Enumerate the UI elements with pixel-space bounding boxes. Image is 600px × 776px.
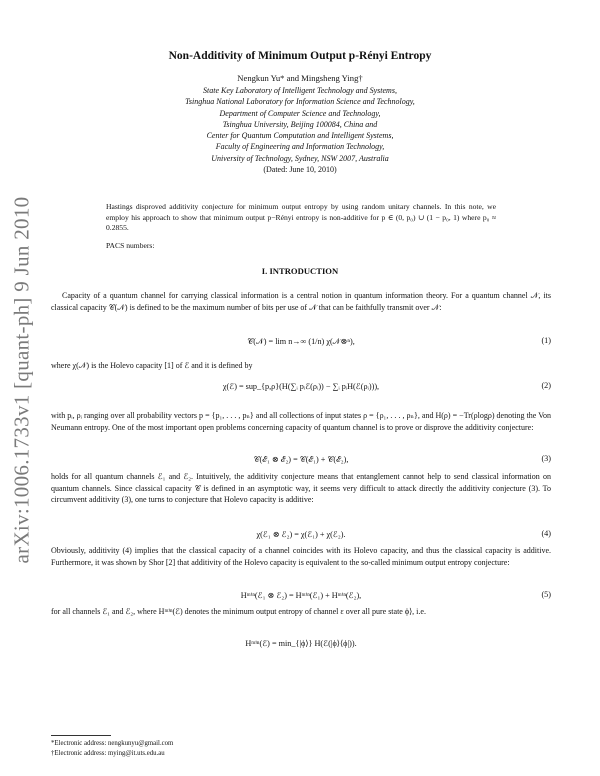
- paragraph-5: Obviously, additivity (4) implies that the classical capacity of a channel coincides with its Holevo capacity, and thus the classical capacity is additive. Furthermore, it was shown by Shor [2] that additivity of the Holevo capacity is equivalent to the so-called minimum output entropy conjecture:: [51, 546, 551, 567]
- arxiv-stamp: [2, 180, 42, 580]
- paragraph-3: with pᵢ, ρᵢ ranging over all probability vectors p = {p₁, . . . , pₙ} and all collections of input states ρ = {ρ₁, . . . , ρₙ}, and H(ρ) = −Tr(ρlogρ) denoting the Von Neumann entropy. One of the most important open problems concerning capacity of quantum channel is to prove or disprove the additivity conjecture:: [51, 411, 551, 432]
- footnote-1: *Electronic address: nengkunyu@gmail.com: [51, 740, 174, 747]
- footnote-2: †Electronic address: mying@it.uts.edu.au: [51, 750, 165, 757]
- equation-number: (2): [541, 381, 551, 390]
- paragraph-6: for all channels ℰ₁ and ℰ₂, where Hᵐⁱⁿ(ℰ) denotes the minimum output entropy of channel ε over all pure state ϕ⟩, i.e.: [51, 607, 426, 616]
- equation-number: (4): [541, 529, 551, 538]
- authors: Nengkun Yu* and Mingsheng Ying†: [237, 73, 363, 83]
- equation-body: Hᵐⁱⁿ(ℰ) = min_{|ϕ⟩} H(ℰ(|ϕ⟩⟨ϕ|)).: [245, 639, 357, 648]
- equation-body: χ(ℰ) = sup_{p,ρ}(H(∑ᵢ pᵢℰ(ρᵢ)) − ∑ᵢ pᵢH(ℰ(ρᵢ))),: [222, 382, 380, 391]
- paragraph-4: holds for all quantum channels ℰ₁ and ℰ₂. Intuitively, the additivity conjecture means that entanglement cannot help to send classical information on quantum channels. Since classical capacity 𝒞 is defined in an asymptotic way, it seems very difficult to attack directly the additivity conjecture (3). To circumvent additivity (3), one turns to conjecture that Holevo capacity is additive:: [51, 472, 551, 505]
- dated: (Dated: June 10, 2010): [263, 165, 337, 175]
- equation-body: Hᵐⁱⁿ(ℰ₁ ⊗ ℰ₂) = Hᵐⁱⁿ(ℰ₁) + Hᵐⁱⁿ(ℰ₂),: [240, 591, 362, 600]
- abstract: Hastings disproved additivity conjecture for minimum output entropy by using random unitary channels. In this note, we employ his approach to show that minimum output p−Rényi entropy is non-additive for p ∈ (0, p₀) ∪ (1 − p₀, 1) where p₀ ≈ 0.2855.: [106, 202, 496, 233]
- affiliation-line: Tsinghua University, Beijing 100084, China and: [222, 119, 378, 129]
- paragraph-1: Capacity of a quantum channel for carrying classical information is a central notion in quantum information theory. For a quantum channel 𝒩, its classical capacity 𝒞(𝒩) is defined to be the maximum number of bits per use of 𝒩 that can be faithfully transmit over 𝒩:: [51, 291, 551, 312]
- paragraph-2: where χ(𝒩) is the Holevo capacity [1] of ℰ and it is defined by: [51, 361, 253, 370]
- affiliation-line: State Key Laboratory of Intelligent Technology and Systems,: [203, 86, 397, 95]
- equation-number: (3): [541, 454, 551, 463]
- section-heading: I. INTRODUCTION: [261, 266, 339, 276]
- affiliation-line: Tsinghua National Laboratory for Information Science and Technology,: [185, 97, 415, 107]
- equation-body: 𝒞(ℰ₁ ⊗ ℰ₂) = 𝒞(ℰ₁) + 𝒞(ℰ₂),: [253, 455, 349, 464]
- equation-number: (1): [541, 336, 551, 345]
- arxiv-stamp-text: arXiv:1006.1733v1 [quant-ph] 9 Jun 2010: [9, 196, 34, 564]
- equation-body: 𝒞(𝒩) = lim n→∞ (1/n) χ(𝒩⊗ⁿ),: [247, 337, 355, 346]
- equation-number: (5): [541, 590, 551, 599]
- affiliations: [0, 85, 600, 175]
- footnote-rule: [51, 735, 111, 736]
- affiliation-line: University of Technology, Sydney, NSW 2007, Australia: [211, 153, 389, 163]
- affiliation-line: Faculty of Engineering and Information Technology,: [215, 142, 385, 152]
- equation-body: χ(ℰ₁ ⊗ ℰ₂) = χ(ℰ₁) + χ(ℰ₂).: [256, 530, 346, 539]
- pacs-numbers: PACS numbers:: [106, 241, 155, 250]
- affiliation-line: Center for Quantum Computation and Intelligent Systems,: [206, 131, 394, 141]
- paper-title: Non-Additivity of Minimum Output p-Rényi Entropy: [168, 50, 432, 62]
- affiliation-line: Department of Computer Science and Technology,: [219, 108, 381, 118]
